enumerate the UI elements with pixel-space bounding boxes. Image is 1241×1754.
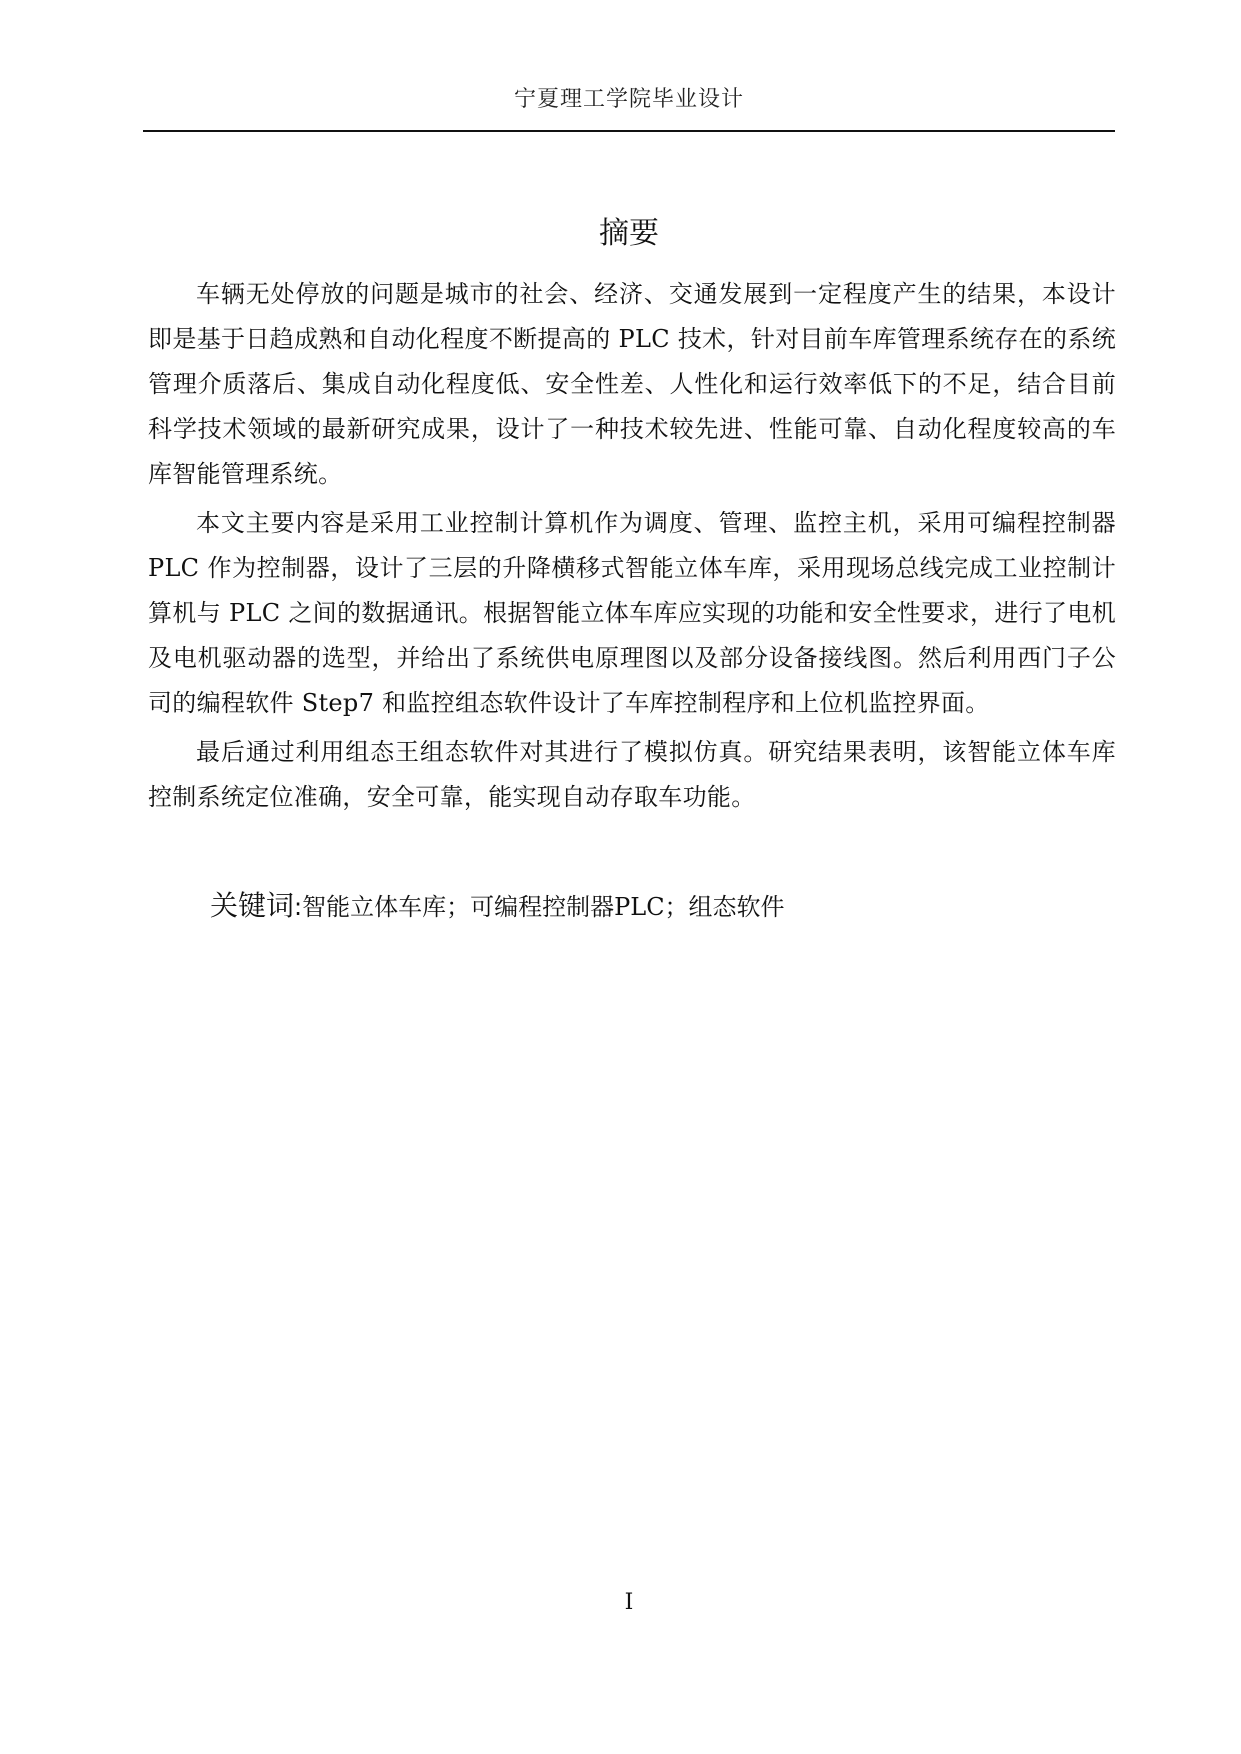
keywords-line	[210, 884, 1110, 924]
abstract-body	[148, 272, 1116, 824]
keywords-separator: :	[294, 893, 303, 921]
abstract-title: 摘要	[599, 216, 659, 251]
abstract-paragraph: 车辆无处停放的问题是城市的社会、经济、交通发展到一定程度产生的结果，本设计即是基于日趋成熟和自动化程度不断提高的 PLC 技术，针对目前车库管理系统存在的系统管理介质落后、集成自动化程度低、安全性差、人性化和运行效率低下的不足，结合目前科学技术领域的最新研究成果，设计了一种技术较先进、性能可靠、自动化程度较高的车库智能管理系统。	[148, 280, 1116, 488]
keywords-text: 智能立体车库；可编程控制器PLC；组态软件	[302, 893, 785, 921]
keywords-label: 关键词	[210, 889, 295, 922]
page-number: I	[624, 1590, 634, 1615]
abstract-paragraph: 本文主要内容是采用工业控制计算机作为调度、管理、监控主机，采用可编程控制器 PLC 作为控制器，设计了三层的升降横移式智能立体车库，采用现场总线完成工业控制计算机与 PLC 之间的数据通讯。根据智能立体车库应实现的功能和安全性要求，进行了电机及电机驱动器的选型，并给出了系统供电原理图以及部分设备接线图。然后利用西门子公司的编程软件 Step7 和监控组态软件设计了车库控制程序和上位机监控界面。	[148, 509, 1116, 717]
page-header: 宁夏理工学院毕业设计	[513, 87, 744, 112]
abstract-paragraph: 最后通过利用组态王组态软件对其进行了模拟仿真。研究结果表明，该智能立体车库控制系统定位准确，安全可靠，能实现自动存取车功能。	[148, 738, 1116, 811]
header-divider	[143, 130, 1115, 132]
